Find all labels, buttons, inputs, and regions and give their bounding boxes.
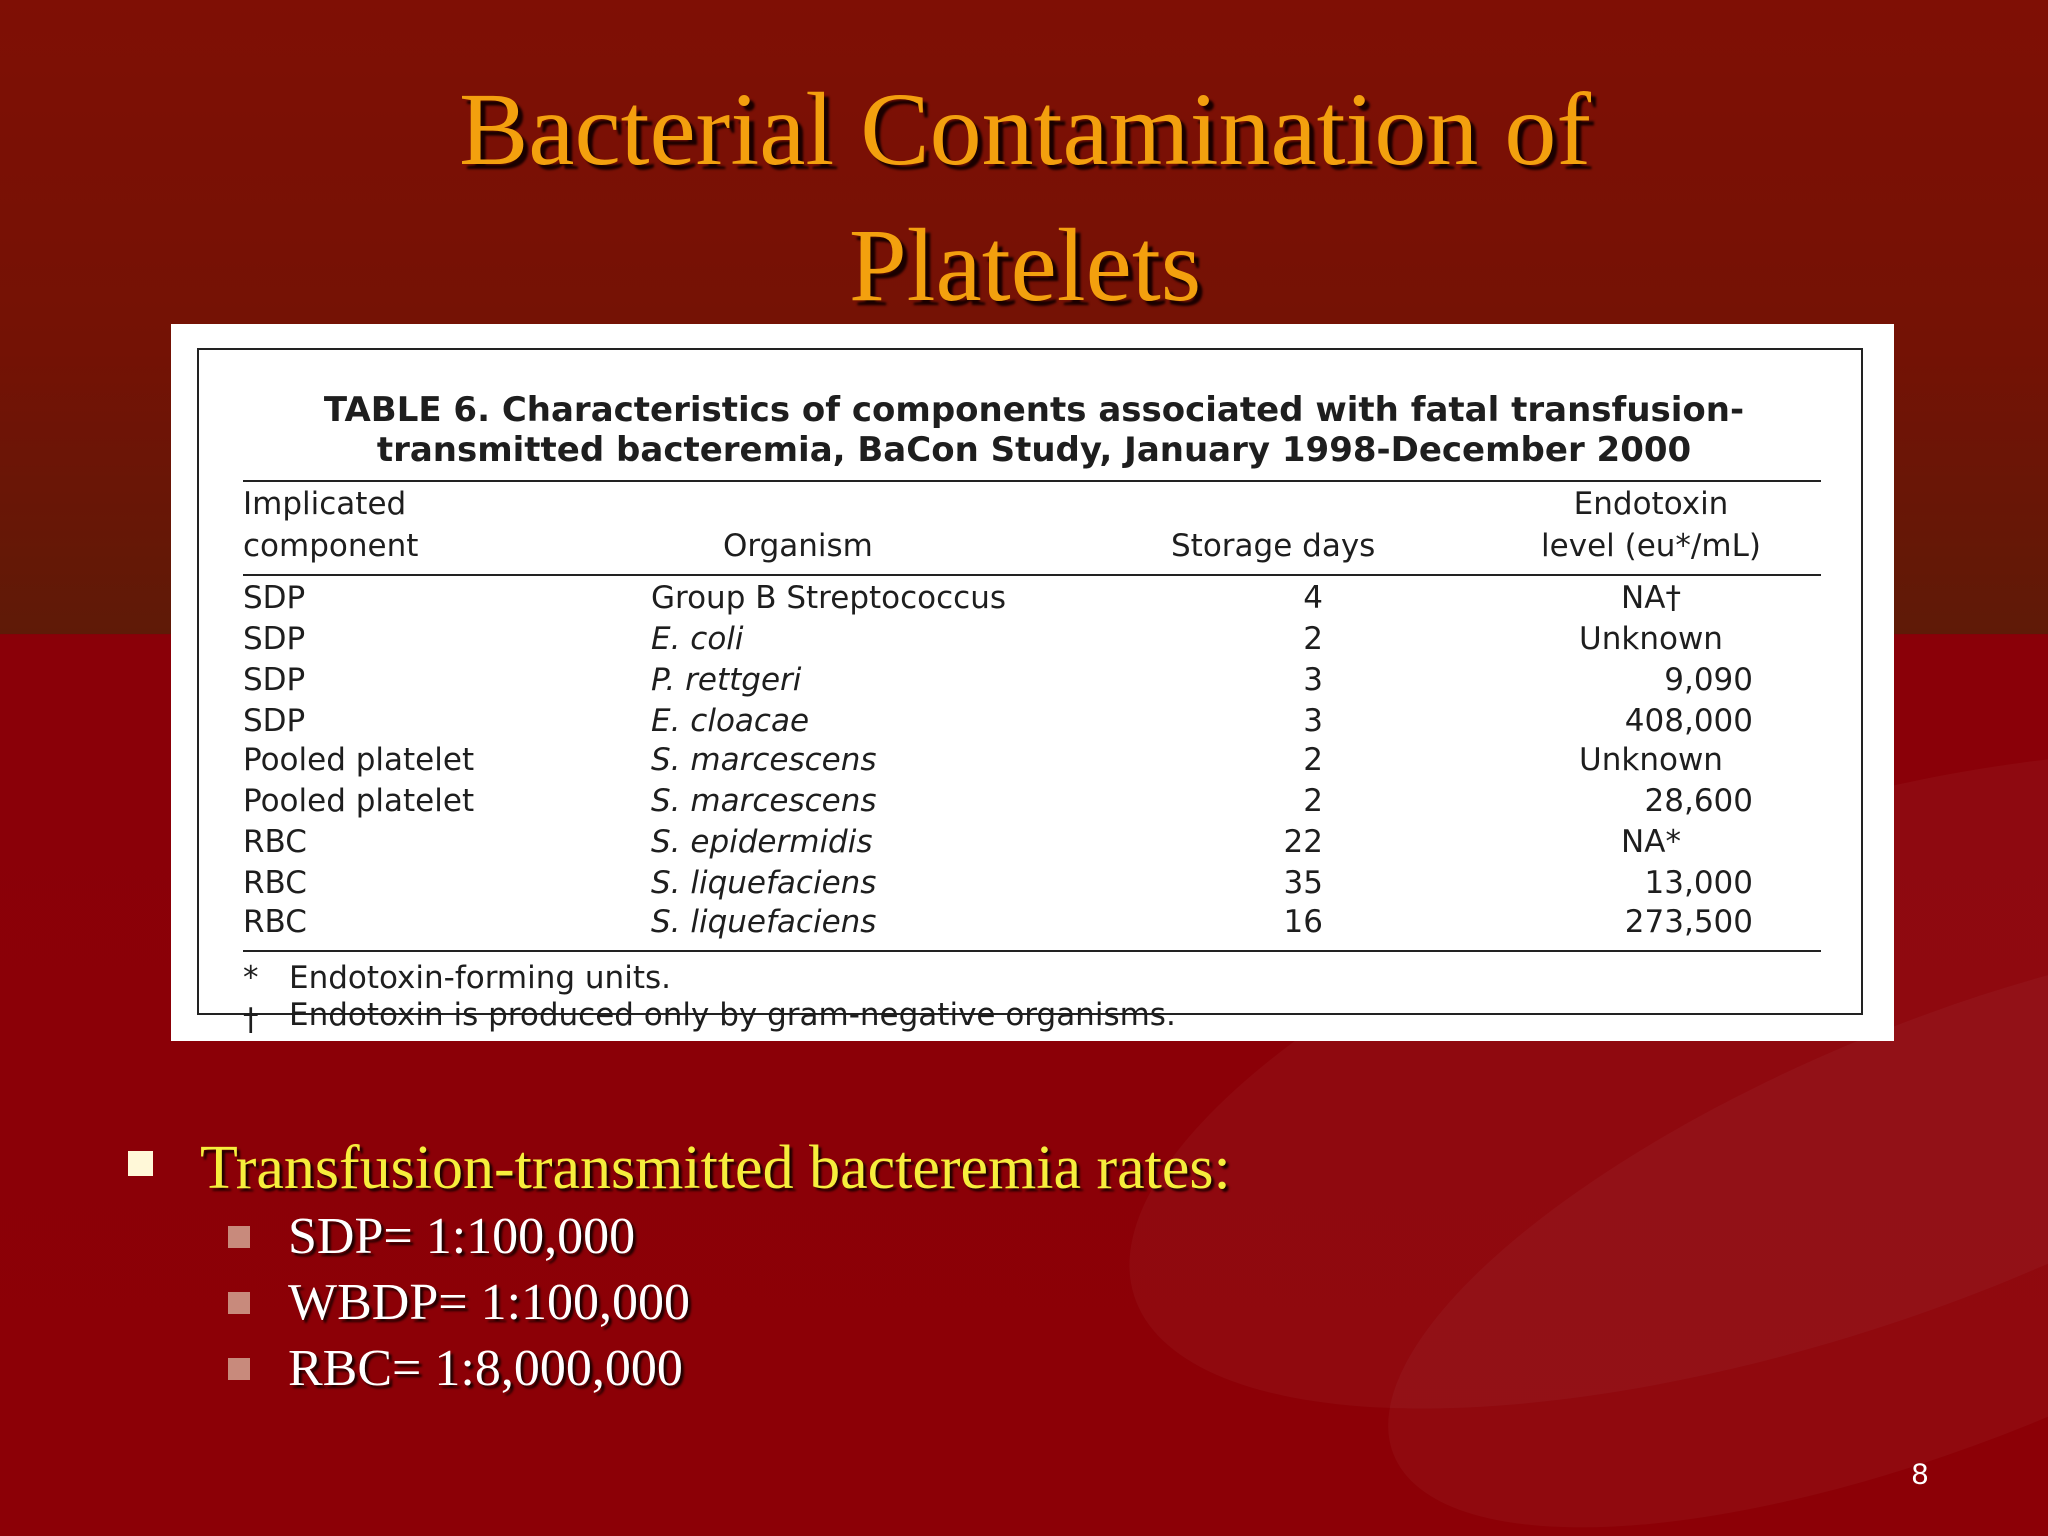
slide-number: 8 <box>1911 1458 1929 1491</box>
cell-days: 4 <box>1303 580 1323 616</box>
cell-organism: S. epidermidis <box>651 824 873 860</box>
footnote-mark-dagger: † <box>243 1002 259 1038</box>
cell-days: 3 <box>1303 662 1323 698</box>
header-endotoxin-line2: level (eu*/mL) <box>1541 528 1761 564</box>
sub-bullet-square-icon <box>228 1292 250 1314</box>
cell-endotoxin: 273,500 <box>1624 904 1753 940</box>
cell-organism: Group B Streptococcus <box>651 580 1007 616</box>
slide-title-line2: Platelets <box>848 208 1202 323</box>
cell-component: SDP <box>243 580 306 616</box>
cell-component: SDP <box>243 662 306 698</box>
cell-endotoxin: 9,090 <box>1664 662 1753 698</box>
table-rule-header <box>243 574 1821 576</box>
cell-endotoxin: 28,600 <box>1644 783 1753 819</box>
cell-days: 22 <box>1283 824 1323 860</box>
cell-days: 3 <box>1303 703 1323 739</box>
cell-days: 35 <box>1283 865 1323 901</box>
table-rule-bottom <box>243 950 1821 952</box>
cell-endotoxin: Unknown <box>1579 742 1723 778</box>
footnote-text: Endotoxin-forming units. <box>289 960 671 996</box>
cell-organism: S. liquefaciens <box>651 904 877 940</box>
sub-bullet-item: RBC= 1:8,000,000 <box>288 1340 683 1397</box>
cell-organism: S. marcescens <box>651 783 877 819</box>
cell-endotoxin: NA* <box>1621 824 1681 860</box>
cell-component: SDP <box>243 703 306 739</box>
bullet-main: Transfusion-transmitted bacteremia rates: <box>200 1134 1231 1202</box>
footnote-text: Endotoxin is produced only by gram-negative organisms. <box>289 997 1176 1033</box>
cell-component: RBC <box>243 824 307 860</box>
cell-endotoxin: NA† <box>1621 580 1681 616</box>
cell-days: 16 <box>1283 904 1323 940</box>
cell-component: RBC <box>243 865 307 901</box>
cell-endotoxin: 408,000 <box>1624 703 1753 739</box>
cell-endotoxin: Unknown <box>1579 621 1723 657</box>
slide-title-line1: Bacterial Contamination of <box>458 72 1592 187</box>
cell-organism: S. marcescens <box>651 742 877 778</box>
footnote-mark: * <box>243 960 259 996</box>
cell-days: 2 <box>1303 783 1323 819</box>
cell-organism: S. liquefaciens <box>651 865 877 901</box>
header-endotoxin-line1: Endotoxin <box>1573 486 1729 522</box>
cell-days: 2 <box>1303 621 1323 657</box>
table-image <box>171 324 1894 1041</box>
table-caption-line2: transmitted bacteremia, BaCon Study, January 1998-December 2000 <box>376 430 1692 470</box>
header-component-line2: component <box>243 528 419 564</box>
table-rule-top <box>243 480 1821 482</box>
bullet-square-icon <box>128 1151 153 1176</box>
header-storage-days: Storage days <box>1171 528 1376 564</box>
cell-organism: E. cloacae <box>651 703 810 739</box>
cell-endotoxin: 13,000 <box>1644 865 1753 901</box>
table-caption-line1: TABLE 6. Characteristics of components associated with fatal transfusion- <box>323 390 1745 430</box>
cell-component: Pooled platelet <box>243 783 475 819</box>
sub-bullet-item: WBDP= 1:100,000 <box>288 1274 691 1331</box>
sub-bullet-square-icon <box>228 1226 250 1248</box>
cell-organism: P. rettgeri <box>651 662 802 698</box>
data-table <box>197 348 1863 1038</box>
cell-component: RBC <box>243 904 307 940</box>
header-component-line1: Implicated <box>243 486 407 522</box>
cell-component: SDP <box>243 621 306 657</box>
sub-bullet-item: SDP= 1:100,000 <box>288 1208 636 1265</box>
footnote-mark <box>243 976 259 1038</box>
header-organism: Organism <box>723 528 873 564</box>
sub-bullet-square-icon <box>228 1358 250 1380</box>
cell-component: Pooled platelet <box>243 742 475 778</box>
cell-organism: E. coli <box>651 621 744 657</box>
cell-days: 2 <box>1303 742 1323 778</box>
